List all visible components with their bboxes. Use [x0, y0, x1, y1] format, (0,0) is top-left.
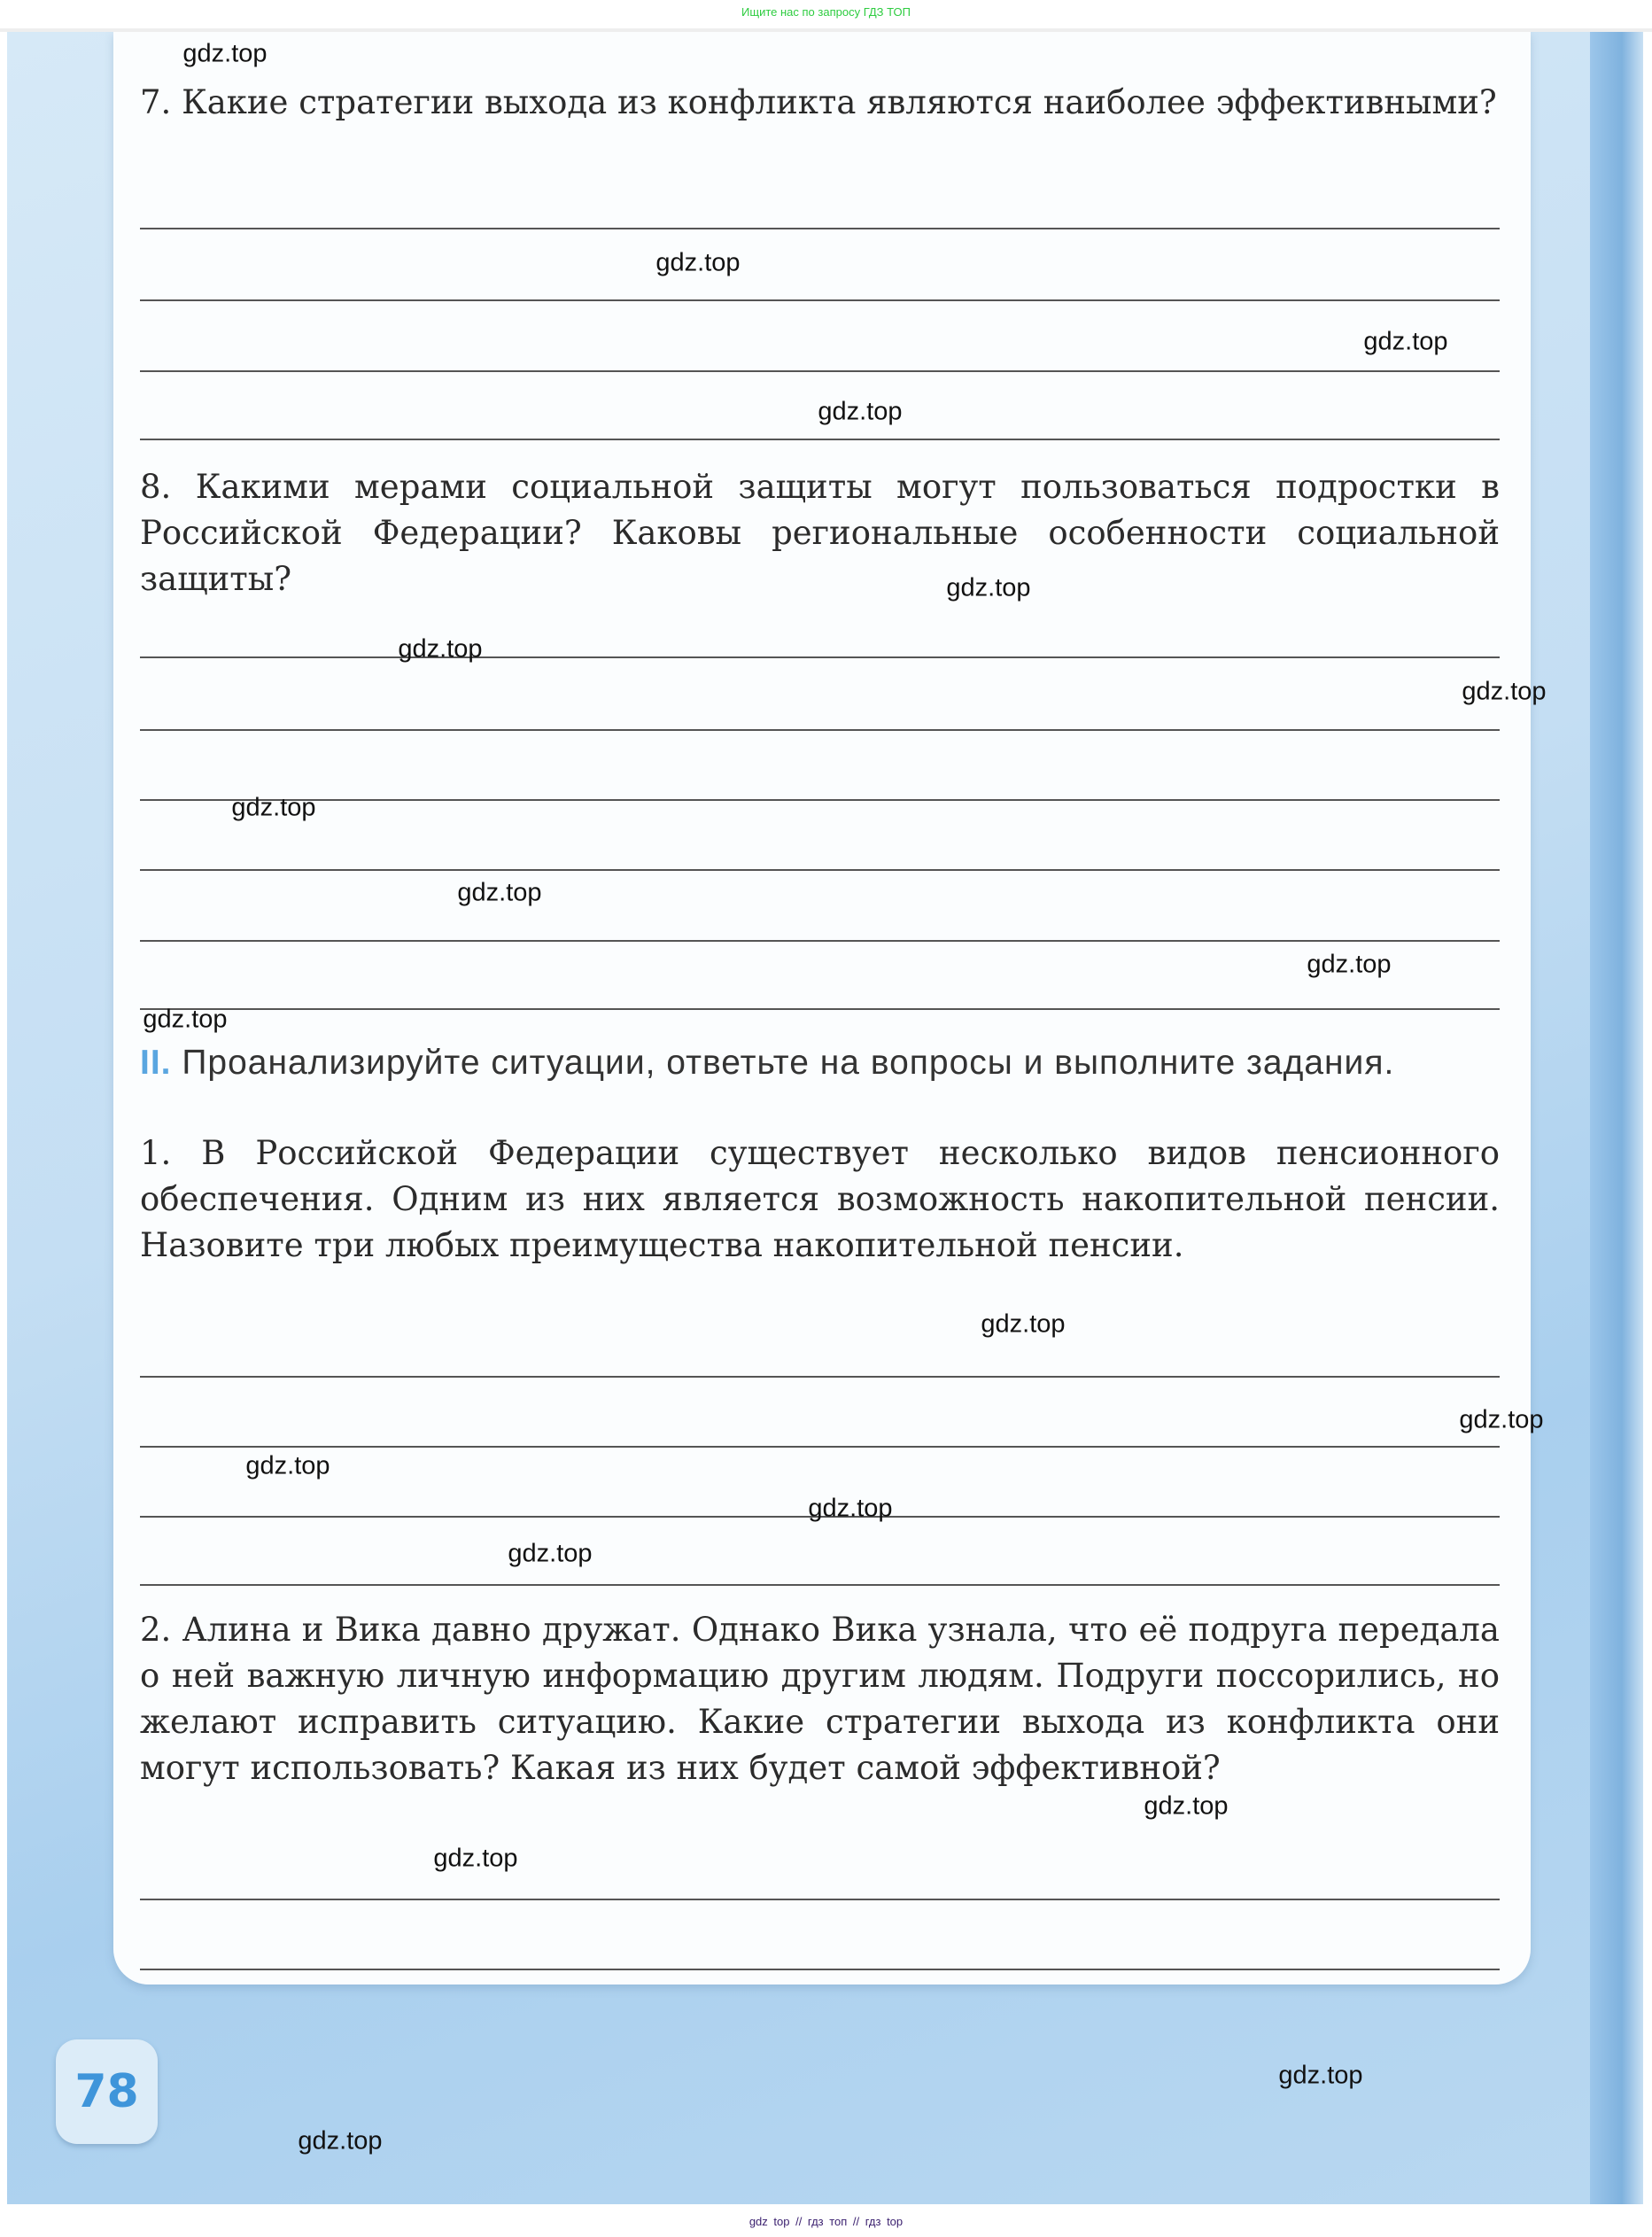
- answer-line: [140, 299, 1500, 301]
- watermark: gdz.top: [298, 2126, 383, 2155]
- watermark: gdz.top: [1459, 1405, 1544, 1434]
- watermark: gdz.top: [182, 39, 268, 68]
- answer-line: [140, 869, 1500, 871]
- watermark: gdz.top: [808, 1494, 893, 1523]
- watermark: gdz.top: [398, 634, 483, 664]
- watermark: gdz.top: [1278, 2061, 1363, 2090]
- footer-note: gdz top // гдз топ // гдз top: [748, 2215, 904, 2228]
- question-8: 8. Какими мерами социальной защиты могут пользоваться подростки в Российской Федерации? Каковы региональные особенности социальной защиты?: [140, 468, 1500, 598]
- answer-line: [140, 1008, 1500, 1010]
- textbook-page: [7, 32, 1643, 2204]
- watermark: gdz.top: [1363, 327, 1448, 356]
- watermark: gdz.top: [818, 397, 903, 426]
- watermark: gdz.top: [946, 573, 1031, 602]
- section-2-text: Проанализируйте ситуации, ответьте на вопросы и выполните задания.: [182, 1044, 1395, 1082]
- answer-line: [140, 1584, 1500, 1586]
- watermark: gdz.top: [1307, 950, 1392, 979]
- answer-line: [140, 1446, 1500, 1448]
- answer-line: [140, 940, 1500, 942]
- answer-line: [140, 439, 1500, 440]
- answer-line: [140, 1969, 1500, 1970]
- watermark: gdz.top: [1144, 1791, 1229, 1821]
- section-2-number: II.: [140, 1044, 172, 1082]
- watermark: gdz.top: [1462, 677, 1547, 706]
- watermark: gdz.top: [231, 793, 316, 822]
- watermark: gdz.top: [245, 1451, 330, 1480]
- answer-line: [140, 1899, 1500, 1900]
- answer-line: [140, 799, 1500, 801]
- watermark: gdz.top: [981, 1309, 1066, 1339]
- question-7: 7. Какие стратегии выхода из конфликта являются наиболее эффективными?: [140, 83, 1497, 121]
- answer-line: [140, 370, 1500, 372]
- answer-line: [140, 1376, 1500, 1378]
- watermark: gdz.top: [433, 1844, 518, 1873]
- section-2-instruction: [140, 1040, 1500, 1086]
- situation-2: 2. Алина и Вика давно дружат. Однако Вика узнала, что её подруга передала о ней важную личную информацию другим людям. Подруги поссорились, но желают исправить ситуацию. Какие стратегии выхода из конфликта они могут использовать? Какая из них будет самой эффективной?: [140, 1611, 1500, 1787]
- page-spine: [1590, 32, 1643, 2204]
- answer-line: [140, 729, 1500, 731]
- answer-line: [140, 656, 1500, 658]
- situation-1: 1. В Российской Федерации существует несколько видов пенсионного обеспечения. Одним из них является возможность накопительной пенсии. Назовите три любых преимущества накопительной пенсии.: [140, 1134, 1500, 1264]
- watermark: gdz.top: [655, 248, 741, 277]
- search-hint: Ищите нас по запросу ГДЗ ТОП: [741, 5, 911, 19]
- page-number: 78: [56, 2039, 158, 2144]
- watermark: gdz.top: [457, 878, 542, 907]
- watermark: gdz.top: [143, 1005, 228, 1034]
- watermark: gdz.top: [508, 1539, 593, 1568]
- answer-line: [140, 228, 1500, 229]
